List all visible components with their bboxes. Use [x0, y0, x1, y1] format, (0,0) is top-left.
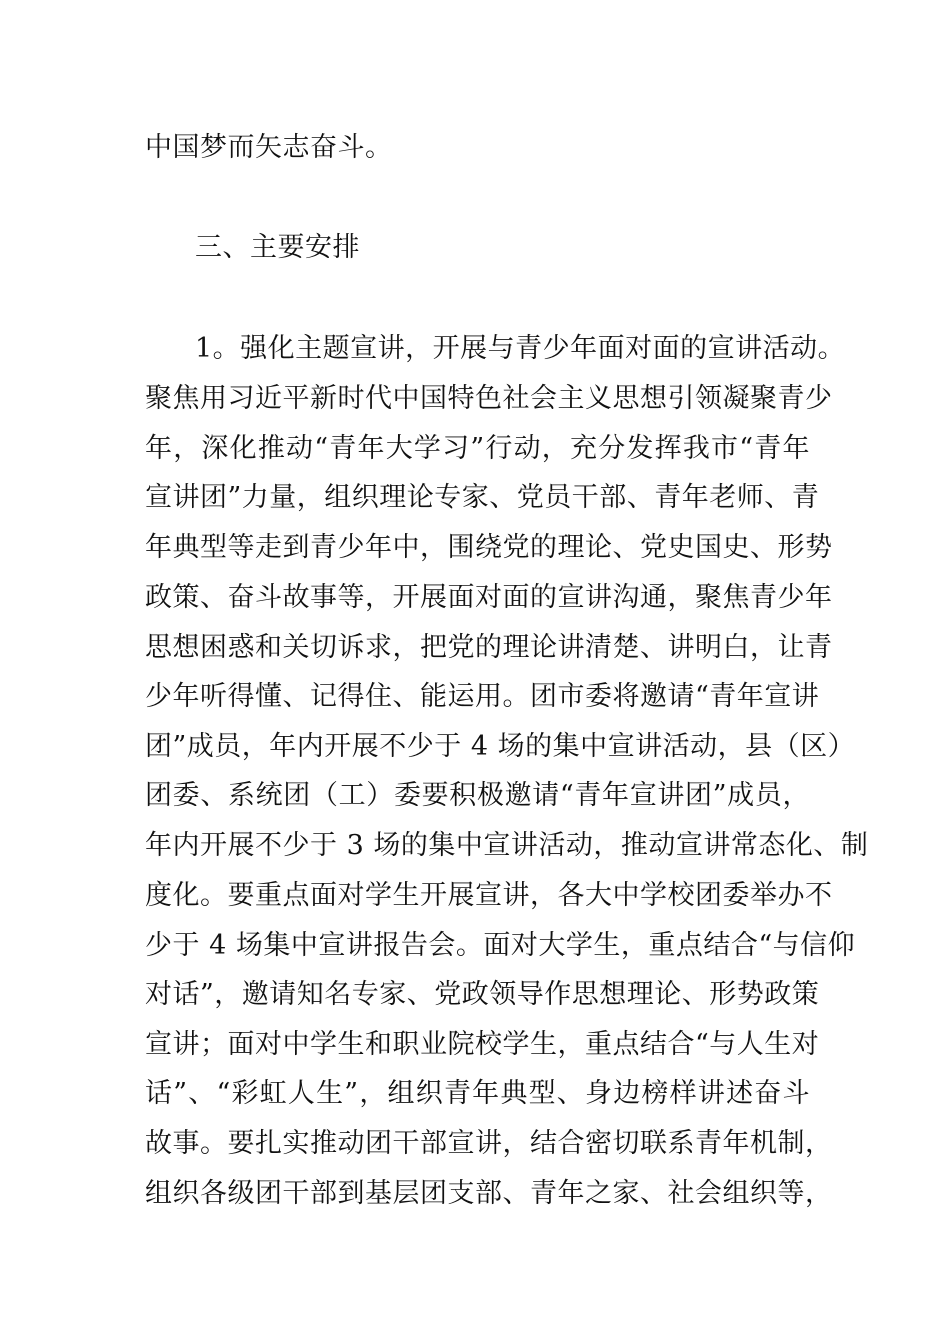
paragraph-line: 宣讲；面对中学生和职业院校学生，重点结合“与人生对 [145, 1029, 820, 1060]
paragraph-line: 年典型等走到青少年中，围绕党的理论、党史国史、形势 [145, 532, 833, 563]
paragraph-line: 组织各级团干部到基层团支部、青年之家、社会组织等， [145, 1178, 833, 1209]
paragraph-line: 团委、系统团（工）委要积极邀请“青年宣讲团”成员， [145, 780, 810, 811]
paragraph-line: 度化。要重点面对学生开展宣讲，各大中学校团委举办不 [145, 880, 833, 911]
paragraph-line: 团”成员，年内开展不少于 4 场的集中宣讲活动，县（区） [145, 731, 856, 762]
text-line-1: 中国梦而矢志奋斗。 [145, 132, 393, 163]
paragraph-line: 对话”，邀请知名专家、党政领导作思想理论、形势政策 [145, 979, 820, 1010]
paragraph-line: 政策、奋斗故事等，开展面对面的宣讲沟通，聚焦青少年 [145, 582, 833, 613]
paragraph-line: 少于 4 场集中宣讲报告会。面对大学生，重点结合“与信仰 [145, 930, 856, 961]
paragraph-line: 少年听得懂、记得住、能运用。团市委将邀请“青年宣讲 [145, 681, 820, 712]
paragraph-line: 年，深化推动“青年大学习”行动，充分发挥我市“青年 [145, 433, 810, 464]
paragraph-line: 年内开展不少于 3 场的集中宣讲活动，推动宣讲常态化、制 [145, 830, 869, 861]
paragraph-line: 宣讲团”力量，组织理论专家、党员干部、青年老师、青 [145, 482, 820, 513]
paragraph-line: 话”、“彩虹人生”，组织青年典型、身边榜样讲述奋斗 [145, 1078, 810, 1109]
paragraph-heading: 1。强化主题宣讲，开展与青少年面对面的宣讲活动。 [195, 333, 846, 364]
paragraph-line: 故事。要扎实推动团干部宣讲，结合密切联系青年机制， [145, 1128, 833, 1159]
section-heading: 三、主要安排 [195, 232, 360, 263]
paragraph-line: 思想困惑和关切诉求，把党的理论讲清楚、讲明白，让青 [145, 632, 833, 663]
paragraph-line: 聚焦用习近平新时代中国特色社会主义思想引领凝聚青少 [145, 383, 833, 414]
